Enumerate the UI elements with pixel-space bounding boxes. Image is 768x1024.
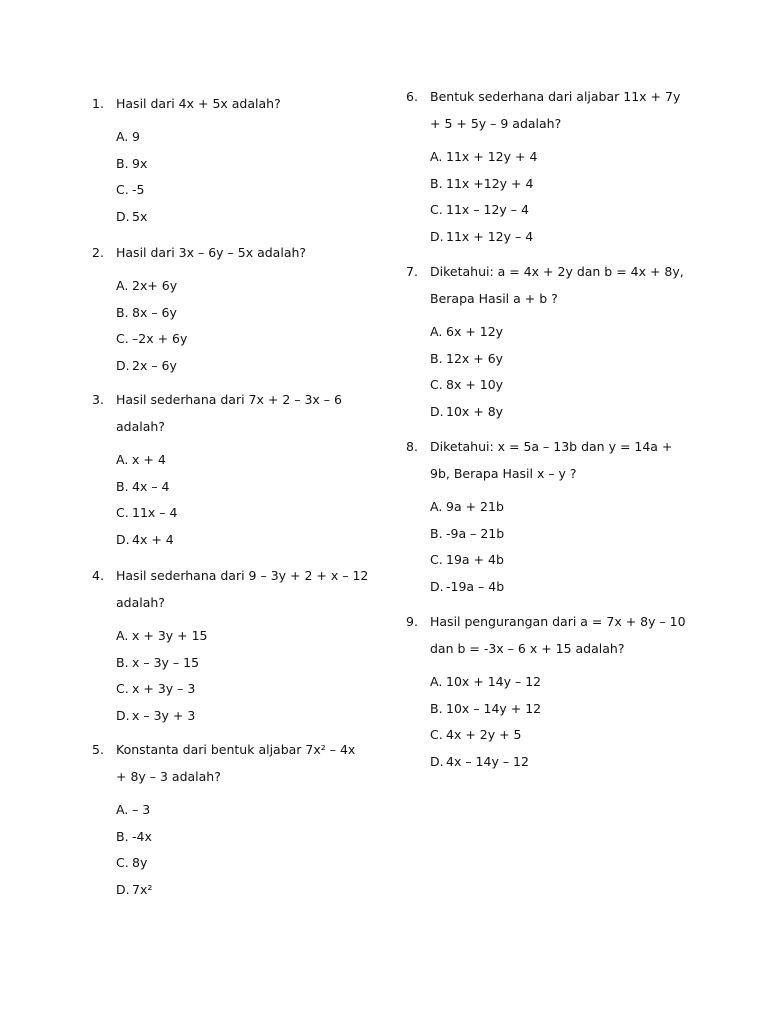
answer-option bbox=[116, 204, 352, 231]
option-letter: A. bbox=[430, 324, 443, 339]
answer-option bbox=[116, 527, 352, 554]
option-text: 4x – 14y – 12 bbox=[446, 753, 529, 769]
option-text: –2x + 6y bbox=[132, 331, 188, 346]
answer-option bbox=[430, 521, 666, 548]
option-text: -19a – 4b bbox=[446, 578, 505, 594]
answer-option bbox=[430, 319, 666, 346]
answer-options bbox=[92, 797, 352, 903]
question-number: 4. bbox=[92, 568, 104, 583]
question-text-line: Hasil sederhana dari 9 – 3y + 2 + x – 12 bbox=[116, 568, 369, 583]
option-letter: A. bbox=[116, 452, 129, 467]
option-letter: D. bbox=[116, 707, 130, 723]
question-number: 5. bbox=[92, 742, 104, 757]
option-text: -4x bbox=[132, 828, 152, 844]
question-text-line: Hasil pengurangan dari a = 7x + 8y – 10 bbox=[430, 614, 686, 629]
question-row bbox=[406, 258, 684, 312]
answer-options bbox=[92, 124, 352, 230]
answer-options bbox=[406, 144, 666, 250]
answer-option bbox=[430, 399, 666, 426]
question-9 bbox=[406, 608, 686, 775]
answer-option bbox=[116, 500, 352, 527]
question-row bbox=[406, 83, 681, 137]
question-number: 3. bbox=[92, 392, 104, 407]
answer-option bbox=[116, 124, 352, 151]
answer-option bbox=[116, 650, 352, 677]
question-1 bbox=[92, 90, 352, 230]
option-letter: B. bbox=[116, 828, 129, 844]
option-text: 2x – 6y bbox=[132, 357, 177, 373]
option-letter: D. bbox=[430, 228, 444, 244]
option-text: 4x + 2y + 5 bbox=[446, 727, 522, 742]
option-text: 12x + 6y bbox=[446, 350, 504, 366]
option-text: x + 3y – 3 bbox=[132, 681, 196, 696]
answer-option bbox=[116, 824, 352, 851]
question-text bbox=[116, 562, 368, 616]
option-letter: D. bbox=[116, 208, 130, 224]
option-letter: A. bbox=[116, 802, 129, 817]
option-text: 9x bbox=[132, 155, 148, 171]
answer-option bbox=[116, 177, 352, 204]
option-text: 11x +12y + 4 bbox=[446, 175, 534, 191]
option-letter: B. bbox=[116, 654, 129, 670]
question-row bbox=[92, 239, 352, 266]
option-text: 11x – 4 bbox=[132, 505, 178, 520]
option-text: x + 3y + 15 bbox=[132, 628, 208, 643]
option-text: 4x – 4 bbox=[132, 478, 170, 494]
option-letter: A. bbox=[430, 674, 443, 689]
question-7 bbox=[406, 258, 684, 425]
answer-option bbox=[116, 877, 352, 904]
option-letter: B. bbox=[116, 304, 129, 320]
answer-option bbox=[116, 326, 352, 353]
option-text: 11x + 12y + 4 bbox=[446, 149, 538, 164]
answer-option bbox=[430, 224, 666, 251]
option-text: 7x² bbox=[132, 881, 153, 897]
answer-options bbox=[406, 669, 666, 775]
question-text-line: + 8y – 3 adalah? bbox=[116, 769, 221, 784]
question-text-line: Diketahui: a = 4x + 2y dan b = 4x + 8y, bbox=[430, 264, 684, 279]
question-number: 9. bbox=[406, 614, 418, 629]
option-text: 9 bbox=[132, 129, 140, 144]
question-text bbox=[116, 90, 352, 117]
option-text: 8y bbox=[132, 855, 148, 870]
question-number: 7. bbox=[406, 264, 418, 279]
question-6 bbox=[406, 83, 681, 250]
answer-option bbox=[430, 197, 666, 224]
answer-option bbox=[116, 273, 352, 300]
option-text: 9a + 21b bbox=[446, 499, 504, 514]
option-text: 11x + 12y – 4 bbox=[446, 228, 534, 244]
question-row bbox=[406, 433, 673, 487]
question-text-line: Bentuk sederhana dari aljabar 11x + 7y bbox=[430, 89, 681, 104]
question-row bbox=[92, 736, 356, 790]
option-letter: C. bbox=[430, 727, 443, 742]
question-5 bbox=[92, 736, 356, 903]
question-text-line: Hasil dari 4x + 5x adalah? bbox=[116, 96, 281, 111]
option-text: x + 4 bbox=[132, 452, 166, 467]
question-3 bbox=[92, 386, 352, 553]
option-text: 19a + 4b bbox=[446, 552, 504, 567]
answer-options bbox=[406, 319, 666, 425]
question-text-line: dan b = -3x – 6 x + 15 adalah? bbox=[430, 641, 625, 656]
question-text bbox=[116, 736, 355, 790]
option-letter: A. bbox=[116, 278, 129, 293]
option-text: – 3 bbox=[132, 802, 151, 817]
option-letter: C. bbox=[430, 202, 443, 217]
option-text: 10x + 8y bbox=[446, 403, 504, 419]
option-text: 8x + 10y bbox=[446, 377, 504, 392]
question-text bbox=[430, 433, 672, 487]
answer-option bbox=[430, 547, 666, 574]
answer-option bbox=[116, 850, 352, 877]
option-letter: C. bbox=[116, 681, 129, 696]
answer-option bbox=[430, 171, 666, 198]
option-text: x – 3y + 3 bbox=[132, 707, 196, 723]
answer-option bbox=[430, 346, 666, 373]
question-text bbox=[430, 83, 680, 137]
question-number: 6. bbox=[406, 89, 418, 104]
option-letter: D. bbox=[116, 881, 130, 897]
answer-options bbox=[92, 447, 352, 553]
option-letter: B. bbox=[116, 478, 129, 494]
option-letter: B. bbox=[116, 155, 129, 171]
answer-options bbox=[92, 273, 352, 379]
answer-option bbox=[116, 623, 352, 650]
question-text-line: adalah? bbox=[116, 595, 165, 610]
option-text: 2x+ 6y bbox=[132, 278, 178, 293]
answer-option bbox=[116, 353, 352, 380]
answer-option bbox=[116, 797, 352, 824]
answer-option bbox=[430, 696, 666, 723]
answer-option bbox=[116, 676, 352, 703]
answer-option bbox=[430, 372, 666, 399]
option-letter: C. bbox=[116, 182, 129, 197]
answer-options bbox=[406, 494, 666, 600]
answer-option bbox=[116, 447, 352, 474]
option-letter: C. bbox=[430, 552, 443, 567]
option-letter: A. bbox=[116, 628, 129, 643]
option-letter: A. bbox=[430, 499, 443, 514]
answer-option bbox=[430, 494, 666, 521]
question-row bbox=[406, 608, 686, 662]
answer-options bbox=[92, 623, 352, 729]
question-text-line: Hasil sederhana dari 7x + 2 – 3x – 6 bbox=[116, 392, 342, 407]
answer-option bbox=[430, 669, 666, 696]
option-text: -5 bbox=[132, 182, 145, 197]
question-text-line: Konstanta dari bentuk aljabar 7x² – 4x bbox=[116, 742, 356, 757]
option-letter: D. bbox=[430, 403, 444, 419]
option-letter: D. bbox=[116, 531, 130, 547]
option-letter: C. bbox=[430, 377, 443, 392]
question-text-line: + 5 + 5y – 9 adalah? bbox=[430, 116, 562, 131]
question-number: 8. bbox=[406, 439, 418, 454]
question-row bbox=[92, 386, 352, 440]
question-text-line: Hasil dari 3x – 6y – 5x adalah? bbox=[116, 245, 307, 260]
answer-option bbox=[116, 151, 352, 178]
option-letter: B. bbox=[430, 700, 443, 716]
question-text-line: Diketahui: x = 5a – 13b dan y = 14a + bbox=[430, 439, 673, 454]
question-text-line: adalah? bbox=[116, 419, 165, 434]
answer-option bbox=[430, 749, 666, 776]
option-text: 6x + 12y bbox=[446, 324, 504, 339]
option-letter: D. bbox=[430, 578, 444, 594]
option-text: 10x – 14y + 12 bbox=[446, 700, 542, 716]
question-text bbox=[116, 386, 352, 440]
option-text: x – 3y – 15 bbox=[132, 654, 200, 670]
question-2 bbox=[92, 239, 352, 379]
question-number: 2. bbox=[92, 245, 104, 260]
question-4 bbox=[92, 562, 369, 729]
option-letter: B. bbox=[430, 525, 443, 541]
option-letter: B. bbox=[430, 350, 443, 366]
option-text: 10x + 14y – 12 bbox=[446, 674, 542, 689]
option-letter: C. bbox=[116, 855, 129, 870]
answer-option bbox=[116, 474, 352, 501]
option-text: 5x bbox=[132, 208, 148, 224]
answer-option bbox=[430, 574, 666, 601]
answer-option bbox=[430, 144, 666, 171]
option-text: 8x – 6y bbox=[132, 304, 177, 320]
option-text: 11x – 12y – 4 bbox=[446, 202, 529, 217]
question-row bbox=[92, 562, 369, 616]
question-text-line: Berapa Hasil a + b ? bbox=[430, 291, 558, 306]
option-letter: C. bbox=[116, 331, 129, 346]
answer-option bbox=[430, 722, 666, 749]
option-letter: D. bbox=[430, 753, 444, 769]
answer-option bbox=[116, 703, 352, 730]
question-text bbox=[430, 258, 684, 312]
question-row bbox=[92, 90, 352, 117]
option-letter: A. bbox=[430, 149, 443, 164]
option-text: 4x + 4 bbox=[132, 531, 174, 547]
option-letter: A. bbox=[116, 129, 129, 144]
option-letter: D. bbox=[116, 357, 130, 373]
answer-option bbox=[116, 300, 352, 327]
option-text: -9a – 21b bbox=[446, 525, 505, 541]
option-letter: C. bbox=[116, 505, 129, 520]
question-8 bbox=[406, 433, 673, 600]
question-text-line: 9b, Berapa Hasil x – y ? bbox=[430, 466, 577, 481]
question-text bbox=[430, 608, 686, 662]
question-text bbox=[116, 239, 352, 266]
option-letter: B. bbox=[430, 175, 443, 191]
question-number: 1. bbox=[92, 96, 104, 111]
